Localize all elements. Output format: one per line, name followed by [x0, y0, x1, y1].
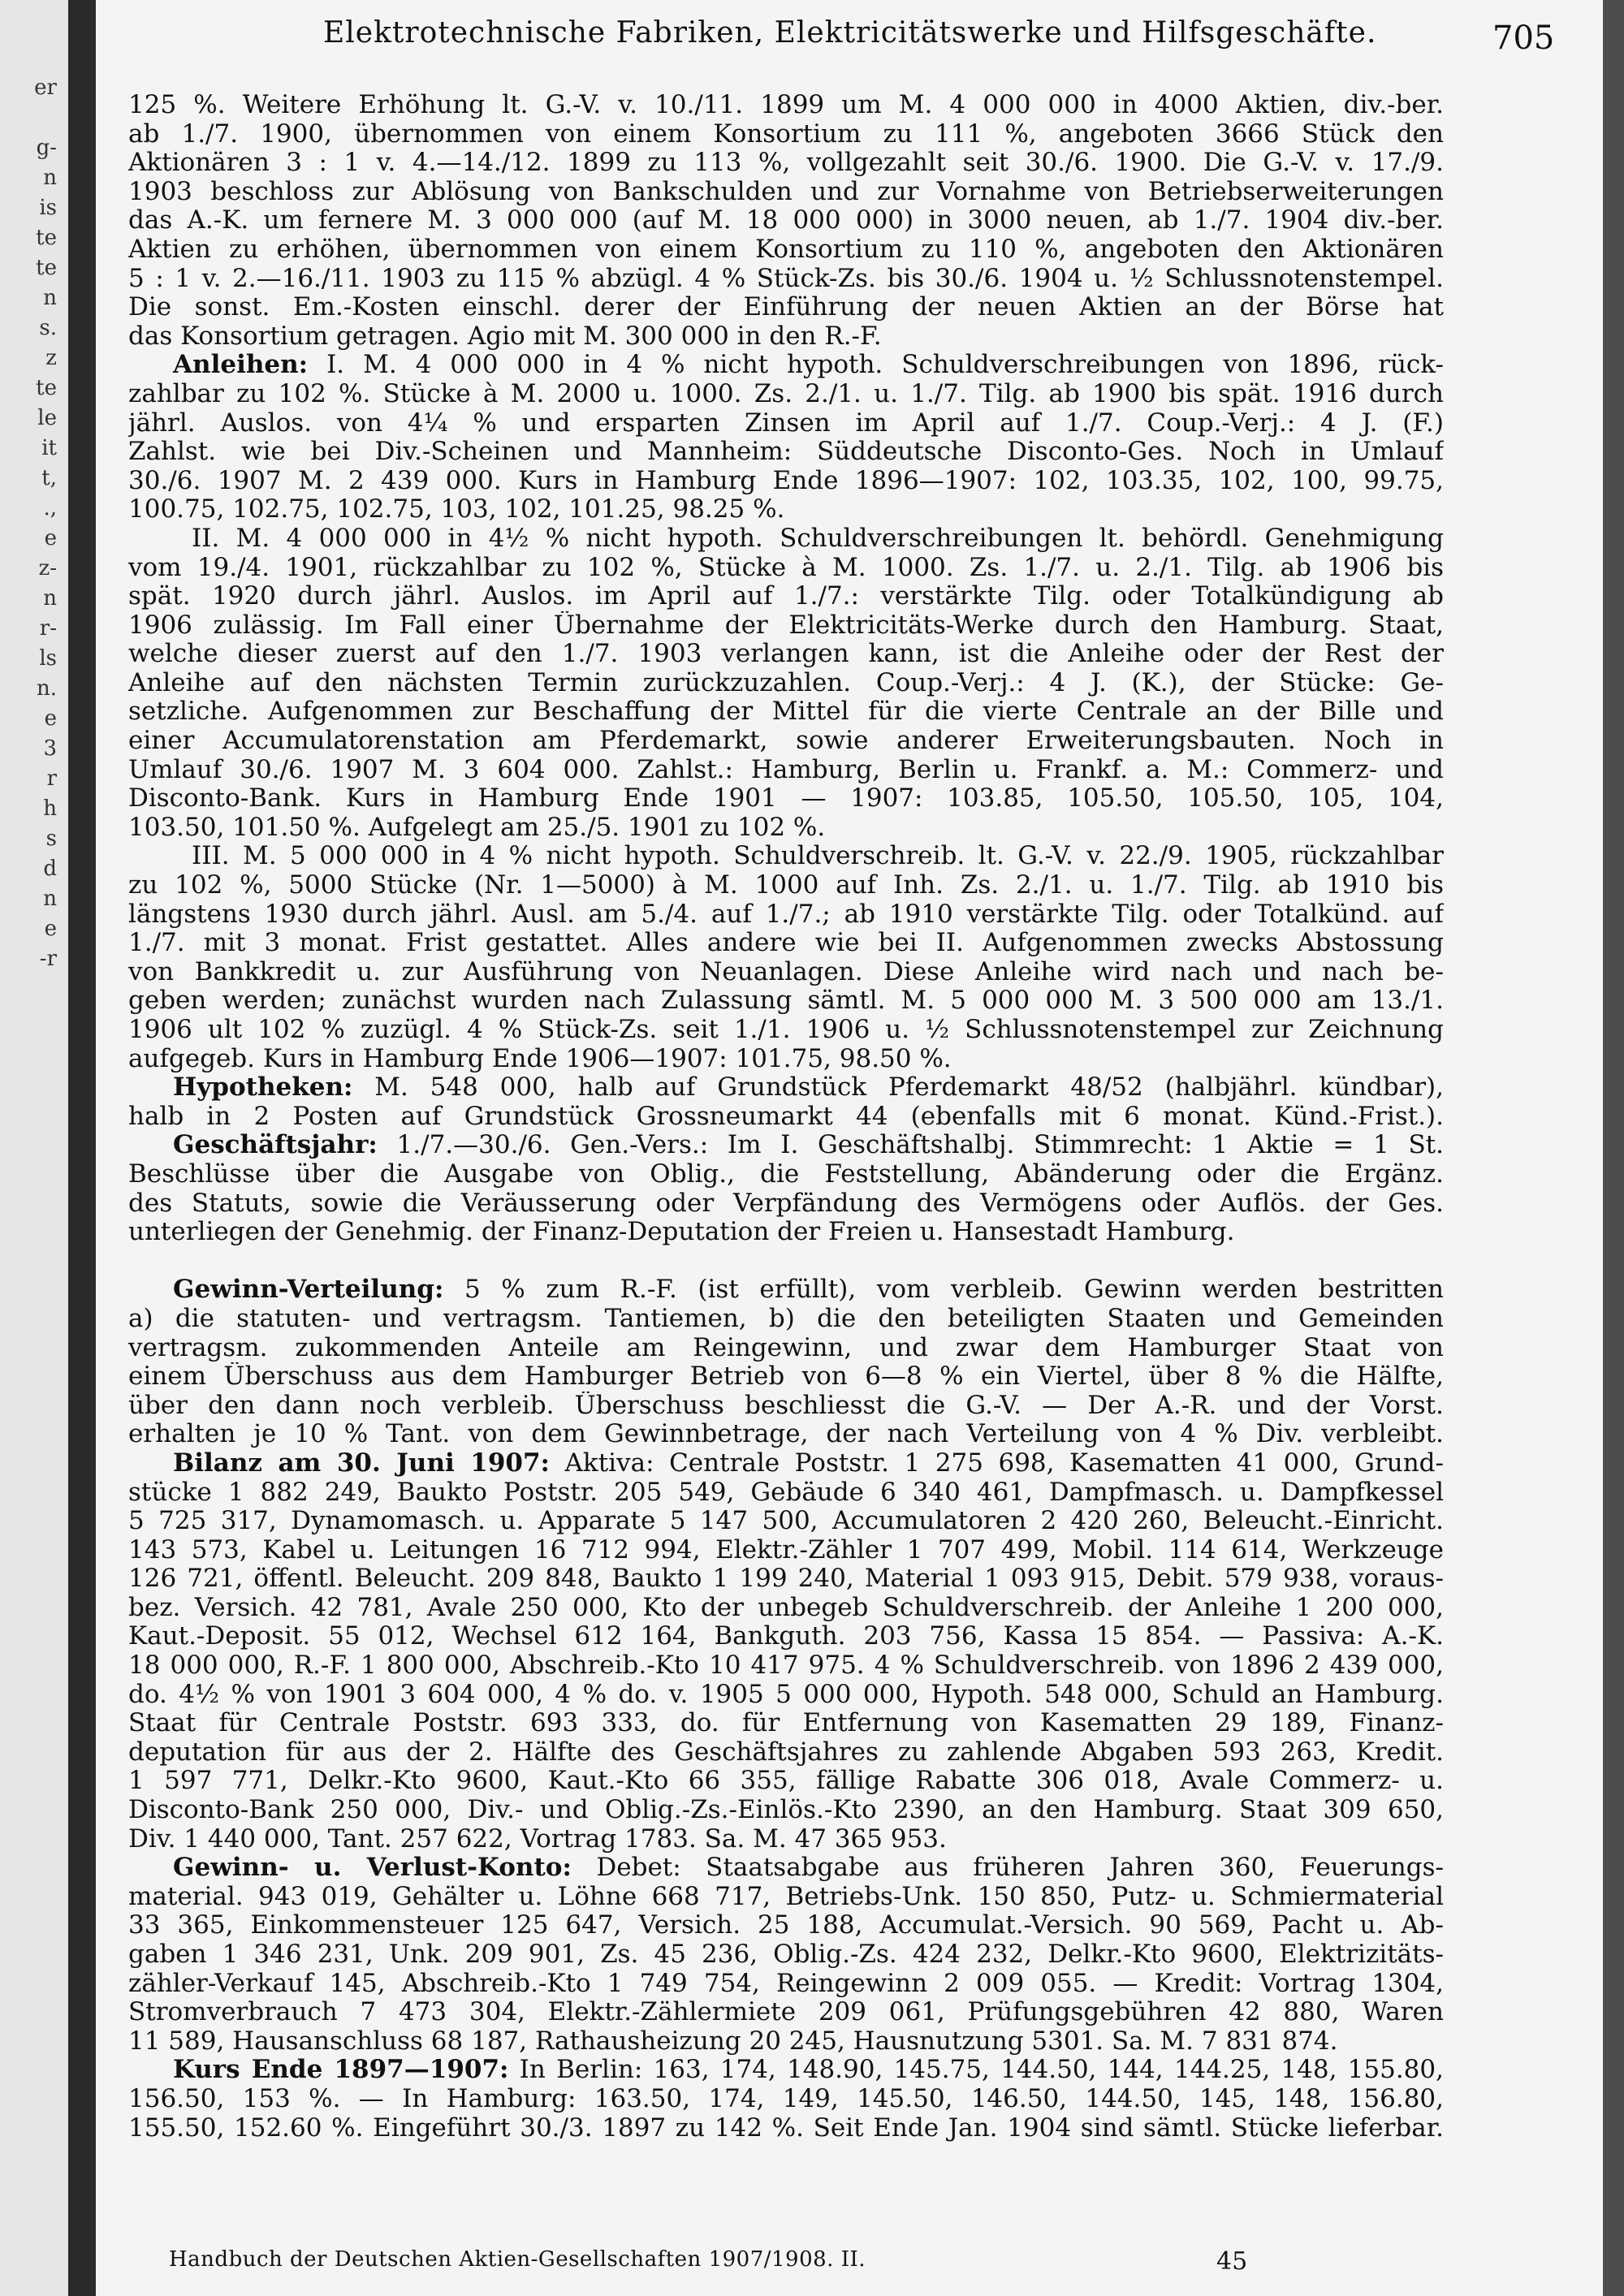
section-heading: Hypotheken:	[173, 1073, 353, 1103]
text-line	[128, 1825, 1444, 1854]
footer-signature: 45	[1216, 2247, 1248, 2276]
line-text: 5 % zum R.-F. (ist erfüllt), vom verbleib. Gewinn werden bestritten	[443, 1275, 1444, 1305]
line-text: zahlbar zu 102 %. Stücke à M. 2000 u. 1000. Zs. 2./1. u. 1./7. Tilg. ab 1900 bis spät. 1916 durch	[128, 379, 1444, 408]
line-text: längstens 1930 durch jährl. Ausl. am 5./4. auf 1./7.; ab 1910 verstärkte Tilg. oder Totalkünd. auf	[128, 900, 1444, 929]
line-text: bez. Versich. 42 781, Avale 250 000, Kto der unbegeb Schuldverschreib. der Anleihe 1 200 000,	[128, 1593, 1444, 1622]
text-line	[128, 814, 1444, 843]
page-number: 705	[1492, 19, 1555, 57]
text-line	[128, 235, 1444, 265]
text-line	[128, 467, 1444, 496]
section-heading: Gewinn- u. Verlust-Konto:	[173, 1854, 572, 1883]
text-line	[128, 2027, 1444, 2056]
line-text: Stromverbrauch 7 473 304, Elektr.-Zählermiete 209 061, Prüfungsgebühren 42 880, Waren	[128, 1998, 1444, 2027]
text-line	[128, 206, 1444, 235]
text-line	[128, 1767, 1444, 1796]
text-line	[128, 871, 1444, 900]
text-line	[128, 640, 1444, 669]
text-line	[128, 756, 1444, 785]
line-text: zähler-Verkauf 145, Abschreib.-Kto 1 749 754, Reingewinn 2 009 055. — Kredit: Vortrag 1304,	[128, 1969, 1444, 1998]
line-text: jährl. Auslos. von 4¼ % und ersparten Zinsen im April auf 1./7. Coup.-Verj.: 4 J. (F.)	[128, 408, 1444, 438]
text-line	[128, 1854, 1444, 1883]
line-text: einem Überschuss aus dem Hamburger Betrieb von 6—8 % ein Viertel, über 8 % die Hälfte,	[128, 1362, 1444, 1392]
text-line	[128, 2085, 1444, 2114]
line-text: 1906 zulässig. Im Fall einer Übernahme der Elektricitäts-Werke durch den Hamburg. Staat,	[128, 611, 1444, 640]
line-text: do. 4½ % von 1901 3 604 000, 4 % do. v. 1905 5 000 000, Hypoth. 548 000, Schuld an Hamburg.	[128, 1680, 1444, 1709]
text-line	[128, 120, 1444, 149]
text-line	[128, 1911, 1444, 1940]
line-text: 1./7. mit 3 monat. Frist gestattet. Alles andere wie bei II. Aufgenommen zwecks Abstossung	[128, 929, 1444, 958]
text-line	[128, 1131, 1444, 1160]
text-line	[128, 900, 1444, 930]
text-line	[128, 380, 1444, 409]
text-line	[128, 1709, 1444, 1738]
text-line	[128, 1449, 1444, 1478]
text-line	[128, 727, 1444, 756]
text-line	[128, 1103, 1444, 1132]
text-line	[128, 178, 1444, 207]
text-line	[128, 958, 1444, 987]
line-text: einer Accumulatorenstation am Pferdemarkt, sowie anderer Erweiterungsbauten. Noch in	[128, 727, 1444, 756]
text-line	[128, 1536, 1444, 1565]
text-line	[128, 351, 1444, 380]
text-line	[128, 1392, 1444, 1421]
line-text: 126 721, öffentl. Beleucht. 209 848, Baukto 1 199 240, Material 1 093 915, Debit. 579 938, voraus-	[128, 1564, 1444, 1594]
line-text: 1 597 771, Delkr.-Kto 9600, Kaut.-Kto 66 355, fällige Rabatte 306 018, Avale Commerz- u.	[128, 1767, 1444, 1796]
line-text: Zahlst. wie bei Div.-Scheinen und Mannheim: Süddeutsche Disconto-Ges. Noch in Umlauf	[128, 438, 1444, 467]
section-heading: Bilanz am 30. Juni 1907:	[173, 1448, 550, 1478]
text-line	[128, 611, 1444, 641]
text-line	[128, 842, 1444, 871]
line-text: Anleihe auf den nächsten Termin zurückzuzahlen. Coup.-Verj.: 4 J. (K.), der Stücke: Ge-	[128, 668, 1444, 697]
line-text: 5 : 1 v. 2.—16./11. 1903 zu 115 % abzügl. 4 % Stück-Zs. bis 30./6. 1904 u. ½ Schlussnotenstempel.	[128, 264, 1444, 293]
text-line	[128, 495, 1444, 524]
text-line	[128, 1305, 1444, 1334]
line-text: setzliche. Aufgenommen zur Beschaffung der Mittel für die vierte Centrale an der Bille und	[128, 697, 1444, 727]
line-text: Div. 1 440 000, Tant. 257 622, Vortrag 1783. Sa. M. 47 365 953.	[128, 1824, 947, 1854]
line-text: a) die statuten- und vertragsm. Tantiemen, b) die den beteiligten Staaten und Gemeinden	[128, 1304, 1444, 1333]
line-text: material. 943 019, Gehälter u. Löhne 668 717, Betriebs-Unk. 150 850, Putz- u. Schmiermaterial	[128, 1882, 1444, 1911]
line-text: Die sonst. Em.-Kosten einschl. derer der Einführung der neuen Aktien an der Börse hat	[128, 293, 1444, 322]
text-line	[128, 1738, 1444, 1767]
text-line	[128, 322, 1444, 352]
text-line	[128, 669, 1444, 698]
text-line	[128, 1970, 1444, 1999]
line-text: 103.50, 101.50 %. Aufgelegt am 25./5. 1901 zu 102 %.	[128, 813, 826, 842]
text-line	[128, 1594, 1444, 1623]
line-text: Debet: Staatsabgabe aus früheren Jahren 360, Feuerungs-	[571, 1854, 1444, 1883]
line-text: spät. 1920 durch jährl. Auslos. im April auf 1./7.: verstärkte Tilg. oder Totalkündigung ab	[128, 582, 1444, 611]
section-heading: Gewinn-Verteilung:	[173, 1275, 444, 1305]
line-text: vertragsm. zukommenden Anteile am Reingewinn, und zwar dem Hamburger Staat von	[128, 1333, 1444, 1362]
text-line	[128, 582, 1444, 611]
scan-right-edge	[1603, 0, 1624, 2296]
document-page	[96, 0, 1603, 2296]
line-text: Disconto-Bank 250 000, Div.- und Oblig.-Zs.-Einlös.-Kto 2390, an den Hamburg. Staat 309 650,	[128, 1796, 1444, 1825]
text-line	[128, 1275, 1444, 1305]
line-text: zu 102 %, 5000 Stücke (Nr. 1—5000) à M. 1000 auf Inh. Zs. 2./1. u. 1./7. Tilg. ab 1910 bis	[128, 871, 1444, 900]
section-heading: Kurs Ende 1897—1907:	[173, 2056, 509, 2085]
line-text: erhalten je 10 % Tant. von dem Gewinnbetrage, der nach Verteilung von 4 % Div. verbleibt.	[128, 1420, 1444, 1449]
text-line	[128, 524, 1444, 554]
text-line	[128, 1796, 1444, 1825]
line-text: In Berlin: 163, 174, 148.90, 145.75, 144.50, 144, 144.25, 148, 155.80,	[508, 2056, 1444, 2085]
text-line	[128, 1651, 1444, 1681]
text-line	[128, 1189, 1444, 1219]
text-line	[128, 1016, 1444, 1045]
line-text: Staat für Centrale Poststr. 693 333, do. für Entfernung von Kasematten 29 189, Finanz-	[128, 1709, 1444, 1738]
line-text: welche dieser zuerst auf den 1./7. 1903 verlangen kann, ist die Anleihe oder der Rest der	[128, 640, 1444, 669]
text-line	[128, 697, 1444, 727]
line-text: 155.50, 152.60 %. Eingeführt 30./3. 1897 zu 142 %. Seit Ende Jan. 1904 sind sämtl. Stücke lieferbar.	[128, 2113, 1444, 2143]
text-line	[128, 293, 1444, 322]
text-line	[128, 1564, 1444, 1594]
text-line	[128, 1362, 1444, 1392]
text-line	[128, 1883, 1444, 1912]
line-text: 30./6. 1907 M. 2 439 000. Kurs in Hamburg Ende 1896—1907: 102, 103.35, 102, 100, 99.75,	[128, 466, 1444, 495]
section-heading: Anleihen:	[173, 351, 309, 380]
line-text: vom 19./4. 1901, rückzahlbar zu 102 %, Stücke à M. 1000. Zs. 1./7. u. 2./1. Tilg. ab 1906 bis	[128, 553, 1444, 582]
line-text: das A.-K. um fernere M. 3 000 000 (auf M. 18 000 000) in 3000 neuen, ab 1./7. 1904 div.-ber.	[128, 206, 1444, 235]
line-text: III. M. 5 000 000 in 4 % nicht hypoth. Schuldverschreib. lt. G.-V. v. 22./9. 1905, rückzahlbar	[192, 842, 1444, 871]
line-text: 18 000 000, R.-F. 1 800 000, Abschreib.-Kto 10 417 975. 4 % Schuldverschreib. von 1896 2 439 000,	[128, 1651, 1444, 1681]
line-text: des Statuts, sowie die Veräusserung oder Verpfändung des Vermögens oder Auflös. der Ges.	[128, 1189, 1444, 1218]
text-line	[128, 1160, 1444, 1189]
text-line	[128, 409, 1444, 438]
line-text: ab 1./7. 1900, übernommen von einem Konsortium zu 111 %, angeboten 3666 Stück den	[128, 119, 1444, 149]
text-line	[128, 265, 1444, 294]
text-line	[128, 1247, 1444, 1276]
line-text: unterliegen der Genehmig. der Finanz-Deputation der Freien u. Hansestadt Hamburg.	[128, 1218, 1235, 1247]
previous-page-edge	[0, 0, 68, 2296]
text-line	[128, 438, 1444, 467]
line-text: Kaut.-Deposit. 55 012, Wechsel 612 164, Bankguth. 203 756, Kassa 15 854. — Passiva: A.-K.	[128, 1622, 1444, 1651]
text-line	[128, 1045, 1444, 1074]
text-line	[128, 1940, 1444, 1970]
line-text: 11 589, Hausanschluss 68 187, Rathausheizung 20 245, Hausnutzung 5301. Sa. M. 7 831 874.	[128, 2026, 1338, 2056]
line-text: Beschlüsse über die Ausgabe von Oblig., die Feststellung, Abänderung oder die Ergänz.	[128, 1159, 1444, 1189]
line-text: Aktiva: Centrale Poststr. 1 275 698, Kasematten 41 000, Grund-	[550, 1448, 1444, 1478]
line-text: Aktien zu erhöhen, übernommen von einem Konsortium zu 110 %, angeboten den Aktionären	[128, 235, 1444, 264]
line-text: Aktionären 3 : 1 v. 4.—14./12. 1899 zu 113 %, vollgezahlt seit 30./6. 1900. Die G.-V. v. 17./9.	[128, 149, 1444, 178]
line-text: 33 365, Einkommensteuer 125 647, Versich. 25 188, Accumulat.-Versich. 90 569, Pacht u. Ab-	[128, 1911, 1444, 1940]
line-text: 100.75, 102.75, 102.75, 103, 102, 101.25, 98.25 %.	[128, 495, 785, 524]
line-text: 5 725 317, Dynamomasch. u. Apparate 5 147 500, Accumulatoren 2 420 260, Beleucht.-Einricht.	[128, 1507, 1444, 1536]
line-text: Disconto-Bank. Kurs in Hamburg Ende 1901 — 1907: 103.85, 105.50, 105.50, 105, 104,	[128, 784, 1444, 814]
line-text: 125 %. Weitere Erhöhung lt. G.-V. v. 10./11. 1899 um M. 4 000 000 in 4000 Aktien, div.-ber.	[128, 91, 1444, 119]
text-line	[128, 149, 1444, 178]
line-text: 156.50, 153 %. — In Hamburg: 163.50, 174, 149, 145.50, 146.50, 144.50, 145, 148, 156.80,	[128, 2084, 1444, 2113]
text-line	[128, 1218, 1444, 1247]
text-line	[128, 2056, 1444, 2085]
text-line	[128, 1622, 1444, 1651]
text-line	[128, 554, 1444, 583]
line-text: halb in 2 Posten auf Grundstück Grossneumarkt 44 (ebenfalls mit 6 monat. Künd.-Frist.).	[128, 1102, 1444, 1131]
text-line	[128, 1998, 1444, 2027]
line-text: 1906 ult 102 % zuzügl. 4 % Stück-Zs. seit 1./1. 1906 u. ½ Schlussnotenstempel zur Zeichnung	[128, 1016, 1444, 1044]
previous-page-fragments: er g- n is te te n s. z te le it t, ., e z- n r- ls n. e 3 r h s d n e -r	[34, 76, 57, 971]
line-text: Umlauf 30./6. 1907 M. 3 604 000. Zahlst.: Hamburg, Berlin u. Frankf. a. M.: Commerz- und	[128, 755, 1444, 784]
text-line	[128, 1681, 1444, 1710]
body-text	[128, 91, 1444, 2143]
text-line	[128, 1334, 1444, 1363]
line-text: 1./7.—30./6. Gen.-Vers.: Im I. Geschäftshalbj. Stimmrecht: 1 Aktie = 1 St.	[377, 1131, 1444, 1160]
text-line	[128, 986, 1444, 1016]
line-text: I. M. 4 000 000 in 4 % nicht hypoth. Schuldverschreibungen von 1896, rück-	[308, 351, 1444, 380]
text-line	[128, 929, 1444, 958]
text-line	[128, 1420, 1444, 1449]
text-line	[128, 1507, 1444, 1536]
line-text: über den dann noch verbleib. Überschuss beschliesst die G.-V. — Der A.-R. und der Vorst.	[128, 1391, 1444, 1420]
line-text: aufgegeb. Kurs in Hamburg Ende 1906—1907: 101.75, 98.50 %.	[128, 1044, 952, 1073]
text-line	[128, 1478, 1444, 1508]
line-text: 143 573, Kabel u. Leitungen 16 712 994, Elektr.-Zähler 1 707 499, Mobil. 114 614, Werkzeuge	[128, 1535, 1444, 1564]
footer-source: Handbuch der Deutschen Aktien-Gesellschaften 1907/1908. II.	[169, 2247, 866, 2272]
text-line	[128, 1073, 1444, 1103]
line-text: stücke 1 882 249, Baukto Poststr. 205 549, Gebäude 6 340 461, Dampfmasch. u. Dampfkessel	[128, 1478, 1444, 1507]
line-text: das Konsortium getragen. Agio mit M. 300 000 in den R.-F.	[128, 322, 882, 351]
line-text: 1903 beschloss zur Ablösung von Bankschulden und zur Vornahme von Betriebserweiterungen	[128, 177, 1444, 206]
text-line	[128, 2114, 1444, 2143]
text-line	[128, 784, 1444, 814]
line-text: geben werden; zunächst wurden nach Zulassung sämtl. M. 5 000 000 M. 3 500 000 am 13./1.	[128, 986, 1444, 1016]
running-title: Elektrotechnische Fabriken, Elektricitätswerke und Hilfsgeschäfte.	[323, 16, 1377, 50]
line-text: M. 548 000, halb auf Grundstück Pferdemarkt 48/52 (halbjährl. kündbar),	[352, 1073, 1444, 1103]
line-text: deputation für aus der 2. Hälfte des Geschäftsjahres zu zahlende Abgaben 593 263, Kredit.	[128, 1737, 1444, 1767]
line-text: von Bankkredit u. zur Ausführung von Neuanlagen. Diese Anleihe wird nach und nach be-	[128, 957, 1444, 986]
line-text: II. M. 4 000 000 in 4½ % nicht hypoth. Schuldverschreibungen lt. behördl. Genehmigung	[192, 524, 1444, 553]
section-heading: Geschäftsjahr:	[173, 1131, 378, 1160]
line-text: gaben 1 346 231, Unk. 209 901, Zs. 45 236, Oblig.-Zs. 424 232, Delkr.-Kto 9600, Elektrizitäts-	[128, 1940, 1444, 1969]
text-line	[128, 91, 1444, 120]
binding-gutter	[68, 0, 96, 2296]
